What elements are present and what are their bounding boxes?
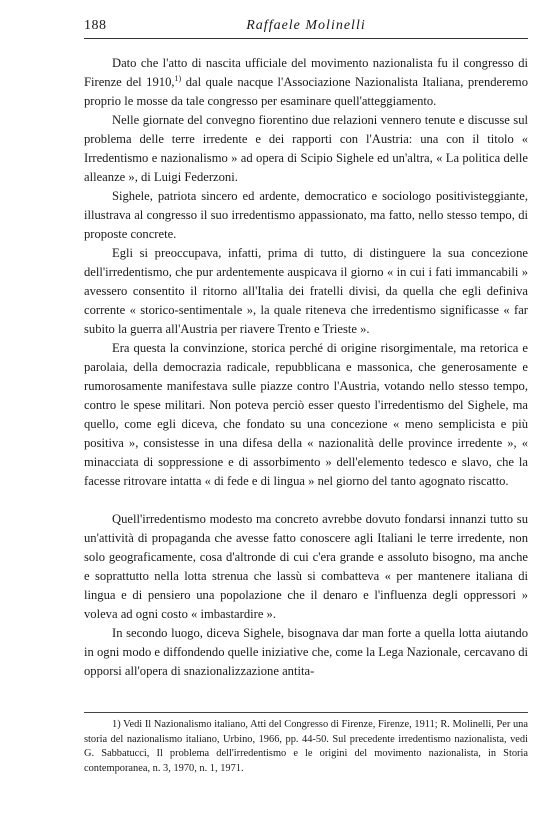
footnote <box>84 718 528 776</box>
body-text <box>84 54 528 681</box>
page-header <box>84 16 528 36</box>
running-head: Raffaele Molinelli <box>246 18 366 33</box>
footnote-reference: 1) <box>174 73 182 83</box>
paragraph: Egli si preoccupava, infatti, prima di tutto, di distinguere la sua concezione dell'irredentismo, che pur ardentemente auspicava il giorno « in cui i fati immancabili » avessero consentito il ritorno all'Italia dei fratelli divisi, da quella che egli definiva corrente « storico-sentimentale », la quale riteneva che irredentismo significasse « far subito la guerra all'Austria per riavere Trento e Trieste ». <box>84 246 528 336</box>
paragraph: Quell'irredentismo modesto ma concreto avrebbe dovuto fondarsi innanzi tutto su un'attività di propaganda che avesse fatto conoscere agli Italiani le terre irredente, non solo geograficamente, cosa d'altronde di cui c'era grande e assoluto bisogno, ma anche e soprattutto nella lotta strenua che lassù si combatteva « per mantenere italiana di lingua e di pensiero una popolazione che il denaro e l'influenza degli oppressori » voleva ad ogni costo « imbastardire ». <box>84 512 528 621</box>
paragraph: Nelle giornate del convegno fiorentino due relazioni vennero tenute e discusse sul problema delle terre irredente e dei rapporti con l'Austria: una con il titolo « Irredentismo e nazionalismo » ad opera di Scipio Sighele ed un'altra, « La politica delle alleanze », di Luigi Federzoni. <box>84 113 528 184</box>
paragraph: Sighele, patriota sincero ed ardente, democratico e sociologo positivisteggiante, illustrava al congresso il suo irredentismo appassionato, ma fatto, nello stesso tempo, di proposte concrete. <box>84 189 528 241</box>
page-number: 188 <box>84 18 107 33</box>
footnote-text: 1) Vedi Il Nazionalismo italiano, Atti del Congresso di Firenze, Firenze, 1911; R. Molinelli, Per una storia del nazionalismo italiano, Urbino, 1966, pp. 44-50. Sul precedente irredentismo nazionalista, vedi G. Sabbatucci, Il problema dell'irredentismo e le origini del movimento nazionalista, in Storia contemporanea, n. 3, 1970, n. 1, 1971. <box>84 719 528 774</box>
paragraph: In secondo luogo, diceva Sighele, bisognava dar man forte a quella lotta aiutando in ogni modo e diffondendo quelle iniziative che, come la Lega Nazionale, cercavano di opporsi all'opera di snazionalizzazione antita- <box>84 626 528 678</box>
paragraph: Era questa la convinzione, storica perché di origine risorgimentale, ma retorica e parolaia, della democrazia radicale, repubblicana e massonica, che generosamente e rumorosamente manifestava sulle piazze contro l'Austria, votando nello stesso tempo, contro le spese militari. Non poteva perciò esser questo l'irredentismo del Sighele, ma quello, come egli diceva, che fondato su una concezione « meno semplicista e più positiva », consistesse in una difesa della « nazionalità delle province irredente », « minacciata di soppressione e di assorbimento » dell'elemento tedesco e slavo, che la facesse ritrovare intatta « di fede e di lingua » nel giorno del tanto agognato riscatto. <box>84 341 528 488</box>
header-rule <box>84 38 528 39</box>
paragraph: Dato che l'atto di nascita ufficiale del movimento nazionalista fu il congresso di Firenze del 1910,$^{1)}$ dal quale nacque l'Associazione Nazionalista Italiana, prenderemo proprio le mosse da tale congresso per esaminare quell'atteggiamento. <box>84 56 528 108</box>
footnote-rule <box>84 712 528 713</box>
